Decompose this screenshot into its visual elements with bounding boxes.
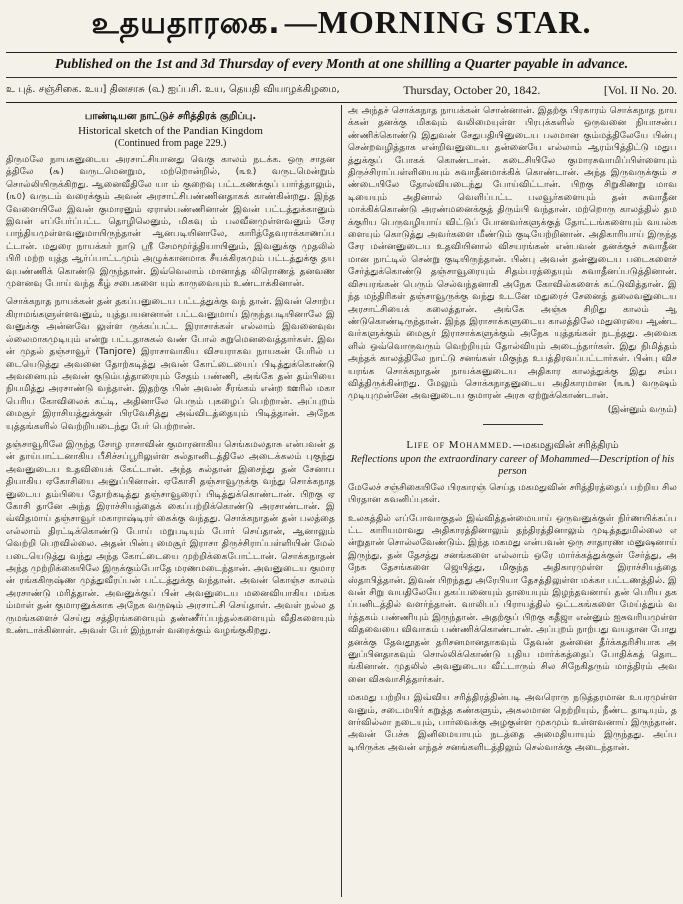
- article1-tamil-heading: பாண்டியன நாட்டுச் சரித்திரக் குறிப்பு.: [84, 111, 257, 122]
- dateline: [6, 80, 677, 100]
- article2-paragraph-2: மகமது பற்றிய இவ்விய சரித்திரத்தின்படி அவரொரு நடுத்தரமான உயரமுள்ளவனும், சடைமயிர் கறுத்த கண்களும், அகலமான நெற்றியும், நீண்ட தாடியும், தளர்வில்லா நடையும், பார்வைக்கு அழகுள்ள முகமும் உள்ளவனாய் இருந்தான். அவன் பேச்சு இனிமையாயும் நடத்தை அமைதியாயும் இருந்தது. அப்படியிருக்க அவன் எந்தச் சனங்களிடத்திலும் செல்வாக்கு அடைந்தான்.: [348, 692, 677, 753]
- right-column: [348, 105, 677, 897]
- masthead-rule: [6, 52, 677, 53]
- columns: [6, 105, 677, 897]
- to-be-continued: (இன்னும் வரும்): [607, 404, 677, 415]
- article2-title: [348, 439, 677, 452]
- left-column: [6, 105, 335, 897]
- column-divider: [341, 105, 342, 897]
- dateline-date: Thursday, October 20, 1842.: [403, 83, 541, 97]
- masthead-tamil-title: உதயதாரகை.: [91, 6, 281, 41]
- article1-paragraph-1: திருமலே நாயகனுடைய அரசாட்சியானது வெகு காலம் நடக்க. ஒரு சாதனத்திலே (௬) வருடமெனறும, மற்றொன்றில், (௩௨) வருடமென்றும் சொல்லியிருக்கிறது. ஆனைவீதிலே யா ம் குறைவு பட்டகணக்குப் பார்த்தாலும், (௩௦) வருடம் வரைக்கும் அவன் அரசாட்சிபண்ணினதாகக் காண்கின்றது. இந்த வேளையிலே இவன் குமாரனும் ஏராஸ்பண்ணினான் இவன் பட்டத்துக்கானும் இவன் எப்பேர்ப்பட்ட தொழிலெனும், மிகவு ம் பலவீனமுள்ளவனும் சேரபாந்தியமுள்ளவனுமாயிருந்தான் ஆனபடியினாலே, காரித்தேவராக்காணப்பட்டான். மதுரை நாயக்கர் நாடு ஸ்ரீ சேமமூர்த்தியாயினும், இவனுக்கு முதலில் பிரி மற்ற யுத்த ஆர்ப்பாட்டமும் அழுக்கானமாக சீயக்கிரகமும் பட்டத்துக்கு தயவுபண்ணிக் கொண்டு இருந்தான். இவ்வெலாம் மானாத்த லிரொணத் தனவண முளனவு போய் வந்த கீழ் சபைகளை யும் காருவையும் உண்டாக்கினான்.: [6, 154, 335, 290]
- article1-title: Historical sketch of the Pandian Kingdom: [78, 125, 263, 137]
- publication-subtitle: Published on the 1st and 3d Thursday of every Month at one shilling a Quarter payable in advance.: [54, 57, 629, 72]
- subtitle-rule: [6, 77, 677, 78]
- article1-right-paragraph: அ அந்தச் சொக்கநாத நாயக்கன் சொன்னான். இதற்கு பிரகாரம் சொக்கநாத நாயக்கன் தனக்கு மிகவும் வலிமையுள்ள பிரபுக்களில் ஒருவனை நியாசன்பண்ணிக்கொண்டு இதுவன் சேதுபதியினுடைய பலமான கும்மத்திலேயே பின்பு சென்றவழித்தாக என்றிவனுடைய தன்னையே எல்லாம் ஆரம்பித்திட்டு மதுபத்துக்குப் போகக் கொண்டான். கடைசியிலே குமாரசுவாமிப்பிள்ளையும் திருச்சிராப்பள்ளியையும் சுவாதீனமாக்கிக் கொண்டான். அந்த இருவருக்கும் சண்டையிலே தோல்வியடைந்து போய்விட்டான். பிறகு சிறுகிணறு மாவடியையும் அதினால் வெளிப்பட்ட பலவூர்களையும் தன் சுவாதீனமாக்கிக்கொண்டு அரண்மனைக்குத் திரும்பி வந்தான். மற்றொரு காலத்தில் தமக்குரிய பெருவழியாய் விட்டுப் போனவர்களுக்குத் தோட்டங்களையும் வயல்களையும் கொடுத்து அவர்களை மீண்டும் குடியேற்றினான். அதிகாரியாய் இருந்த சேர மன்னனுடைய உதவியினால் விசயரங்கன் என்பவன் தனக்குச் சுவாதீனமான நாட்டில் சென்று குடியிருந்தான். பின்பு அவன் தன்னுடைய படைகளைச் சேர்த்துக்கொண்டு தஞ்சாவூரையும் சிதம்பரத்தையும் சுவாதீனப்படுத்தினான். விசயரங்கன் பெரும் செல்வந்தனாகி அநேக கோவில்களைக் கட்டுவித்தான். இந்த மந்திரிகள் தஞ்சாவூருக்கு வந்து உடனே மதுரைச் சேனைத் தலைவனுடைய அரசாட்சியைக் கலைத்தான். அங்கே அஞ்சு சிறிது காலம் ஆண்டுகொண்டிருந்தான். இந்த இராசாக்களுடைய காலத்திலே மதுரையை ஆண்டவர்களுக்கும் மைசூர் இராசாக்களுக்கும் அநேக யுத்தங்கள் நடந்தது. அவைகளில் ஒவ்வொருவரும் வெற்றியும் தோல்வியும் அடைந்தார்கள். இது நிமித்தம் அந்தக் காலத்திலே நாட்டு சனங்கள் மிகுந்த உபத்திரவப்பட்டார்கள். பின்பு விசயரங்க சொக்கநாதன் நாயக்கனுடைய அதிகார காலத்துக்கு இது சம்பவித்திருக்கின்றது. மேலும் சொக்கநாதனுடைய அதிகாரமான (௩௩) வருஷம் முடியுமுன்னே அவனுடைய குமாரன் அரசு ஏற்றுக்கொண்டான்.: [348, 105, 677, 402]
- masthead: [6, 4, 677, 50]
- article2-intro: மேலேச் சஞ்சிகையிலே பிரகாரஞ் செய்த மகமதுவின் சரித்திரத்தைப் பற்றிய சில பிரதான கவனிப்புகள்.: [348, 481, 677, 506]
- article1-paragraph-2: சொக்கநாத நாயக்கன் தன் தகப்பனுடைய பட்டத்துக்கு வந் தான். இவன் சொற்ப கிராமங்களுள்ளவனும், யுத்தபயனனான் பட்டவனுமாய் இருந்தபடியினாலே இவனுக்கு அன்னவே லுள்ள ருக்கப்பட்ட இராசாக்கள் எல்லாம் இவனைவுவல்லைமாகமுடியும் என்று பட்டதாசுகல் வண் போல் சுறுமெனவைத்தார்கள். இவன் முதல் தஞ்சாவூர் (Tanjore) இராசாவாகிய விசயராகவ நாயகன் பேரில் படையெடுத்து அவனை தோற்கடித்து அவன் கோட்டையைப் பிடித்துக்கொண்டு அவனையும் அவன் குடும்பத்தாரையும் சேதம் பண்ணி, அங்கே தன் தம்பியை நியமித்து அரசாண்டு வந்தான். இதற்கு பின் அவன் சீரங்கம் என்ற ஊரில் மகா பெரிய கோவிலைக் கட்டி, அதினாலே பெரும் புகழைப் பெற்றான். அப்புறம் மைசூர் இராசியத்துக்குள் பிரவேசித்து அவ்விடத்தையும் பிடித்தான். அநேக யுத்தங்களில் வெற்றியடைந்து பேர் பெற்றான்.: [6, 296, 335, 432]
- article1-paragraph-3: தஞ்சாவூரிலே இருந்த சோழ ராசாவின் குமாரனாகிய செங்கமலதாசு என்பவன் தன் தாய்பாட்டனாகிய பீசிச்சப்பூரிலுள்ள சுல்தானிடத்திலே அடைக்கலம் புகுந்து அவனுடைய உதவியைக் கேட்டான். அந்த சுல்தான் இசைந்து தன் சேனாபதியாகிய ஏகோசியை அனுப்பினான். ஏகோசி தஞ்சாவூருக்கு வந்து சொக்கநாதனுடைய தம்பியை தோற்கடித்து தஞ்சாவூரைப் பிடித்துக்கொண்டான். பிறகு ஏகோசி தானே அந்த இராச்சியத்தைக் கைப்பற்றிக்கொண்டு அரசாண்டான். இவ்விதமாய் தஞ்சாவூர் மகாராஷ்டிரர் கைக்கு வந்தது. சொக்கநாதன் தன் பலத்தை எல்லாம் திரட்டிக்கொண்டு போய் மறுபடியும் போர் செய்தான், ஆனாலும் வெற்றி பெறவில்லை. அதன் பின்பு மைசூர் இராசா திருச்சிராப்பள்ளியின் மேல் படையெடுத்து வந்து அந்த கோட்டையை முற்றிக்கைபோட்டான். சொக்கநாதன் அந்த முற்றிக்கையிலே இருக்கும்போதே மரணமடைந்தான். அவனுடைய குமாரன் ரங்ககிருஷ்ண முத்துவீரப்பன் பட்டத்துக்கு வந்தான். அவன் கொஞ்ச காலம் அரசாண்டு மரித்தான். அவனுக்குப் பின் அவனுடைய மனைவியாகிய மங்கம்மாள் தன் குமாரனுக்காக அநேக வருஷம் அரசாட்சி செய்தாள். அவள் நல்ல தருமங்களைச் செய்து சத்திரங்களையும் தண்ணீர்ப்பந்தல்களையும் வீதிகளையும் உண்டாக்கினாள். அவள் பேர் இந்நாள் வரைக்கும் வழங்குகிறது.: [6, 438, 335, 637]
- article2-title-tamil: —மகமதுவின் சரித்திரம்: [512, 439, 619, 451]
- article2-subtitle: Reflections upon the extraordinary career of Mohammed—Description of his person: [350, 453, 675, 477]
- dateline-volume: [Vol. II No. 20.: [603, 83, 677, 97]
- article-separator: [483, 424, 543, 425]
- dateline-rule: [6, 102, 677, 103]
- dateline-tamil: உ புத். சஞ்சிகை. உய] தினசாசு (௳) ஐப்பசி. உய, தெயதி வியாழக்கிழமை,: [6, 84, 340, 95]
- article2-paragraph-1: உலகத்தில் எப்போவாகுதல் இவ்வித்தன்மையாய் ஒருவனுக்குள் நிர்ணயிக்கப்பட்ட காரியமாவது அதிகாரத்தினாலும் தந்திரத்தினாலும் முடித்ததுமில்லை என்றுதான் சொல்லவேண்டும். இந்த மகமது என்பவன் ஒரு சாதாரண மனுஷனாய் இருந்து, தன் தேசத்து சனங்களை எல்லாம் ஒரே மார்க்கத்துக்குள் சேர்த்து, அநேக தேசங்களை ஜெயித்து, மிகுந்த அதிகாரமுள்ள இராச்சியத்தை ஸ்தாபித்தான். இவன் பிறந்தது அரேபியா தேசத்திலுள்ள மக்கா பட்டணத்தில். இவன் சிறு வயதிலேயே தகப்பனையும் தாயையும் இழந்தவனாய் தன் பெரிய தகப்பனிடத்தில் வளர்ந்தான். வாலிபப் பிராயத்தில் ஒட்டகங்களை மேய்த்தும் வர்த்தகம் பண்ணியும் இருந்தான். அதற்குப் பிறகு கதீஜா என்னும் ஐசுவரியமுள்ள விதவையை விவாகம் பண்ணிக்கொண்டான். அப்புறம் நாற்பது வயதான போது தனக்கு தேவதூதன் தரிசனமானதாகவும் தேவன் தன்னை தீர்க்கதரிசியாக அனுப்பினதாகவும் சொல்லிக்கொண்டு புதிய மார்க்கத்தைப் போதிக்கத் தொடங்கினான். முதலில் அவனுடைய வீட்டாரும் சில சிநேகிதரும் மாத்திரம் அவனை விசுவாசித்தார்கள்.: [348, 512, 677, 685]
- article2-title-english: Life of Mohammed.: [406, 438, 513, 451]
- article1-continued: (Continued from page 229.): [114, 138, 227, 149]
- masthead-english-title: —MORNING STAR.: [284, 4, 592, 40]
